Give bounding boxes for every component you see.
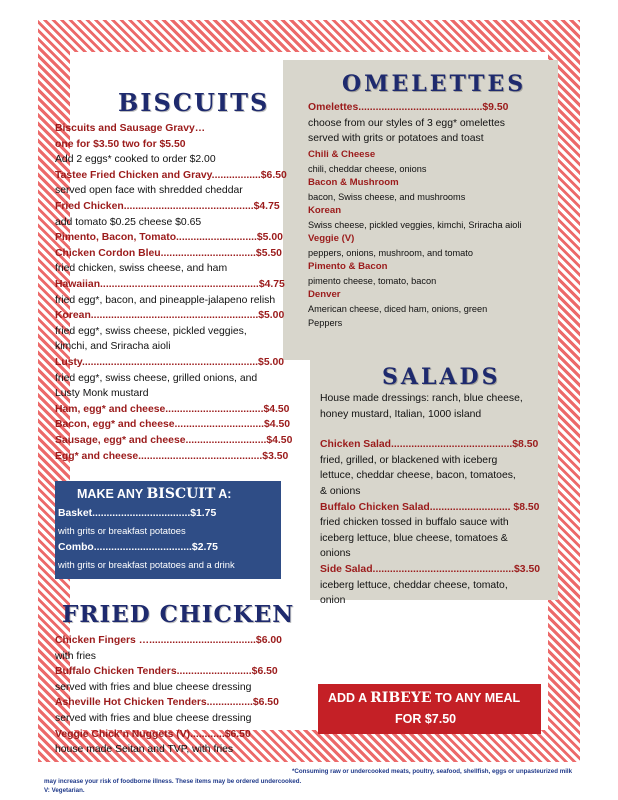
biscuits-line: fried egg*, swiss cheese, pickled veggies, <box>55 325 247 337</box>
biscuits-line: Biscuits and Sausage Gravy… <box>55 123 206 134</box>
biscuits-line: Hawaiian.......................................................$4.75 <box>55 279 285 290</box>
biscuits-line: Lusty.............................................................$5.00 <box>55 357 285 368</box>
salads-line: fried, grilled, or blackened with iceberg <box>320 454 498 466</box>
salads-line: iceberg lettuce, cheddar cheese, tomato, <box>320 579 508 591</box>
footer-disclaimer-2: may increase your risk of foodborne illness. These items may be ordered undercooked. <box>44 778 302 785</box>
make-biscuit-line: Basket..................................$1.75 <box>58 508 217 519</box>
biscuits-line: Tastee Fried Chicken and Gravy.................$6.50 <box>55 169 287 181</box>
salads-line: lettuce, cheddar cheese, bacon, tomatoes, <box>320 470 516 482</box>
biscuits-line: Bacon, egg* and cheese...............................$4.50 <box>55 419 291 431</box>
biscuits-line: Add 2 eggs* cooked to order $2.00 <box>55 154 216 166</box>
omelettes-line: choose from our styles of 3 egg* omelettes <box>308 117 505 129</box>
fried-chicken-line: house made Seitan and TVP, with fries <box>55 744 234 756</box>
make-biscuit-line: with grits or breakfast potatoes and a drink <box>58 559 235 570</box>
fried-chicken-line: served with fries and blue cheese dressing <box>55 713 252 724</box>
biscuits-line: add tomato $0.25 cheese $0.65 <box>55 216 202 228</box>
biscuits-line: Sausage, egg* and cheese............................$4.50 <box>55 435 293 446</box>
biscuits-line: served open face with shredded cheddar <box>55 185 243 197</box>
salads-line: iceberg lettuce, blue cheese, tomatoes & <box>320 532 508 544</box>
biscuits-line: Egg* and cheese...........................................$3.50 <box>55 450 289 462</box>
salads-line: & onions <box>320 486 361 497</box>
ribeye-line-1: ADD A RIBEYE TO ANY MEAL <box>328 690 521 706</box>
fried-chicken-line: Chicken Fingers ….....................................$6.00 <box>55 635 282 646</box>
salads-line: Side Salad.................................................$3.50 <box>320 564 541 575</box>
omelettes-line: Bacon & Mushroom <box>308 176 399 188</box>
biscuits-line: Pimento, Bacon, Tomato............................$5.00 <box>55 232 283 244</box>
biscuits-line: Lusty Monk mustard <box>55 388 149 400</box>
salads-line: House made dressings: ranch, blue cheese, <box>320 393 523 404</box>
make-biscuit-title: MAKE ANY BISCUIT A: <box>77 486 232 502</box>
fried-chicken-line: Asheville Hot Chicken Tenders................$6.50 <box>55 697 279 709</box>
salads-line: Chicken Salad..........................................$8.50 <box>320 439 539 451</box>
omelettes-line: Pimento & Bacon <box>308 260 388 272</box>
fried-chicken-line: served with fries and blue cheese dressing <box>55 681 252 693</box>
salads-line: honey mustard, Italian, 1000 island <box>320 408 482 420</box>
biscuits-line: fried egg*, bacon, and pineapple-jalapeno relish <box>55 294 276 306</box>
biscuits-line: fried chicken, swiss cheese, and ham <box>55 263 228 275</box>
fried-chicken-line: with fries <box>55 650 96 662</box>
omelettes-line: chili, cheddar cheese, onions <box>308 163 427 174</box>
fried-chicken-line: Buffalo Chicken Tenders..........................$6.50 <box>55 666 278 678</box>
biscuits-line: Fried Chicken.............................................$4.75 <box>55 201 280 212</box>
biscuits-line: one for $3.50 two for $5.50 <box>55 138 186 150</box>
omelettes-line: peppers, onions, mushroom, and tomato <box>308 247 473 258</box>
omelettes-line: Swiss cheese, pickled veggies, kimchi, Sriracha aioli <box>308 219 522 230</box>
make-biscuit-line: with grits or breakfast potatoes <box>58 525 186 536</box>
ribeye-line-2: FOR $7.50 <box>395 712 457 726</box>
omelettes-line: Peppers <box>308 317 343 328</box>
fried-chicken-line: Veggie Chick’n Nuggets (V)............$6.50 <box>55 728 251 740</box>
footer-disclaimer-1: *Consuming raw or undercooked meats, poultry, seafood, shellfish, eggs or unpasteurized milk <box>292 768 573 775</box>
omelettes-line: bacon, Swiss cheese, and mushrooms <box>308 191 466 202</box>
biscuits-line: kimchi, and Sriracha aioli <box>55 341 171 353</box>
salads-title: SALADS <box>382 364 501 390</box>
omelettes-line: Denver <box>308 288 341 300</box>
biscuits-line: Korean..........................................................$5.00 <box>55 310 285 322</box>
fried-chicken-title: FRIED CHICKEN <box>62 601 295 628</box>
salads-line: fried chicken tossed in buffalo sauce with <box>320 517 509 529</box>
salads-line: Buffalo Chicken Salad............................ $8.50 <box>320 501 540 513</box>
omelettes-line: served with grits or potatoes and toast <box>308 133 484 145</box>
omelettes-line: pimento cheese, tomato, bacon <box>308 275 437 286</box>
omelettes-line: Omelettes...........................................$9.50 <box>308 102 509 113</box>
make-biscuit-line: Combo..................................$2.75 <box>58 542 218 553</box>
omelettes-line: Veggie (V) <box>308 232 355 244</box>
biscuits-title: BISCUITS <box>118 88 270 117</box>
biscuits-line: Ham, egg* and cheese..................................$4.50 <box>55 403 290 415</box>
biscuits-line: Chicken Cordon Bleu.................................$5.50 <box>55 247 282 259</box>
salads-line: onion <box>320 595 346 607</box>
omelettes-title: OMELETTES <box>342 71 527 97</box>
salads-line: onions <box>320 548 351 560</box>
biscuits-line: fried egg*, swiss cheese, grilled onions, and <box>55 372 258 384</box>
omelettes-line: American cheese, diced ham, onions, green <box>308 303 488 314</box>
omelettes-line: Chili & Cheese <box>308 148 376 160</box>
footer-vegetarian: V: Vegetarian. <box>44 787 85 794</box>
omelettes-line: Korean <box>308 204 342 216</box>
